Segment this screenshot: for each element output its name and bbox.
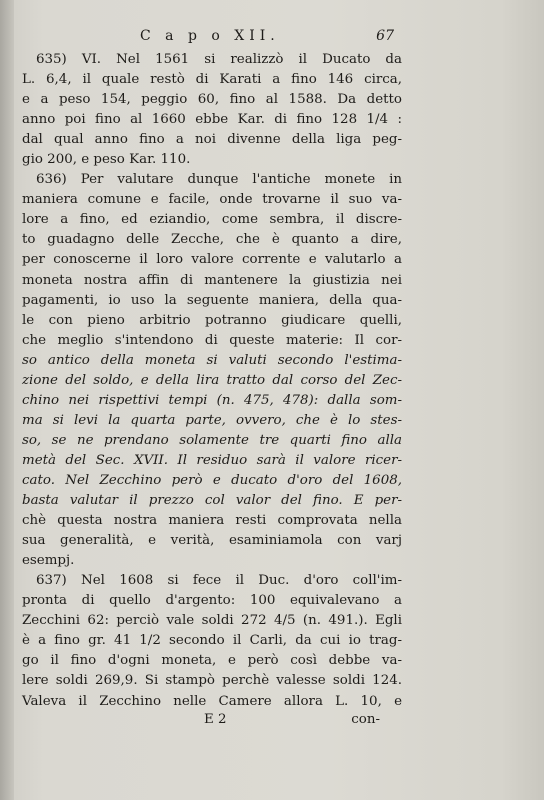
text-line: so, se ne prendano solamente tre quarti fino alla (22, 432, 402, 448)
text-line: to guadagno delle Zecche, che è quanto a dire, (22, 232, 402, 248)
text-line: 636) Per valutare dunque l'antiche monete in (36, 172, 402, 188)
text-block (22, 28, 402, 732)
text-line: so antico della moneta si valuti secondo l'estima- (22, 352, 402, 368)
text-line: che meglio s'intendono di queste materie: Il cor- (22, 332, 402, 348)
running-header (22, 28, 402, 50)
text-line: maniera comune e facile, onde trovarne il suo va- (22, 192, 402, 208)
catchword: con- (351, 711, 380, 727)
text-line: dal qual anno fino a noi divenne della liga peg- (22, 132, 402, 148)
page-footer (22, 712, 402, 732)
text-line: è a fino gr. 41 1/2 secondo il Carli, da cui io trag- (22, 633, 402, 649)
text-line: anno poi fino al 1660 ebbe Kar. di fino 128 1/4 : (22, 112, 402, 128)
text-line: pagamenti, io uso la seguente maniera, della qua- (22, 292, 402, 308)
page-number: 67 (376, 28, 394, 44)
text-line: zione del soldo, e della lira tratto dal corso del Zec- (22, 372, 402, 388)
text-line: esempj. (22, 553, 75, 569)
text-line: 637) Nel 1608 si fece il Duc. d'oro coll'im- (36, 573, 402, 589)
text-line: 635) VI. Nel 1561 si realizzò il Ducato da (36, 52, 402, 67)
text-line: le con pieno arbitrio potranno giudicare quelli, (22, 312, 402, 328)
text-line: gio 200, e peso Kar. 110. (22, 152, 191, 168)
text-line: chè questa nostra maniera resti comprovata nella (22, 513, 402, 529)
text-line: moneta nostra affin di mantenere la giustizia nei (22, 272, 402, 288)
chapter-heading: C a p o XII. (140, 28, 280, 44)
text-line: go il fino d'ogni moneta, e però così debbe va- (22, 653, 402, 669)
text-line: lere soldi 269,9. Si stampò perchè valesse soldi 124. (22, 673, 402, 689)
text-line: Zecchini 62: perciò vale soldi 272 4/5 (n. 491.). Egli (22, 613, 402, 629)
text-line: sua generalità, e verità, esaminiamola con varj (22, 533, 402, 549)
page-gutter (0, 0, 14, 800)
text-line: pronta di quello d'argento: 100 equivalevano a (22, 593, 402, 609)
text-line: ma si levi la quarta parte, ovvero, che è lo stes- (22, 412, 402, 428)
text-line: L. 6,4, il quale restò di Karati a fino 146 circa, (22, 72, 402, 88)
text-line: Valeva il Zecchino nelle Camere allora L. 10, e (22, 693, 402, 709)
text-line: chino nei rispettivi tempi (n. 475, 478): dalla som- (22, 392, 402, 408)
signature-mark: E 2 (204, 711, 227, 727)
text-line: e a peso 154, peggio 60, fino al 1588. Da detto (22, 92, 402, 108)
text-line: per conoscerne il loro valore corrente e valutarlo a (22, 252, 402, 268)
body-text (22, 50, 402, 712)
text-line: lore a fino, ed eziandio, come sembra, il discre- (22, 212, 402, 228)
text-line: basta valutar il prezzo col valor del fino. E per- (22, 493, 402, 509)
text-line: metà del Sec. XVII. Il residuo sarà il valore ricer- (22, 452, 402, 468)
text-line: cato. Nel Zecchino però e ducato d'oro del 1608, (22, 472, 402, 488)
